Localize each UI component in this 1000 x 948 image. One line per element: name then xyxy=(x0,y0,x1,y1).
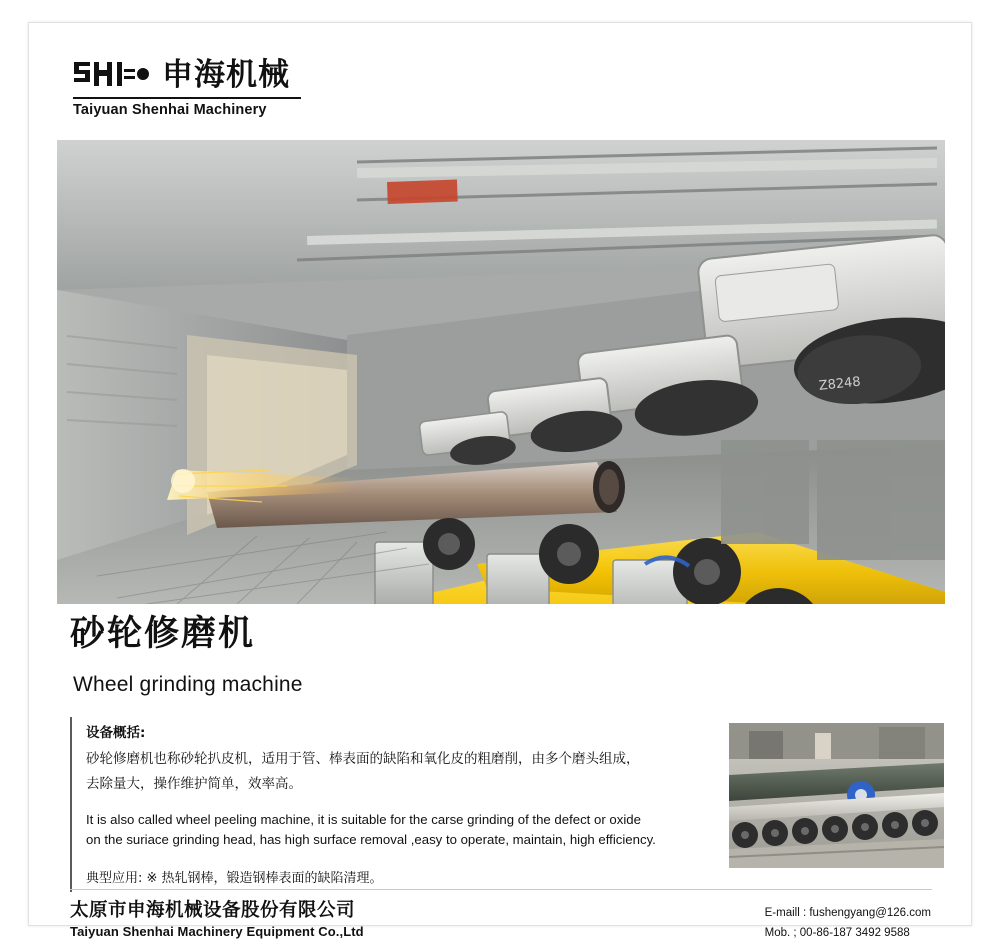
contact-mobile: Mob. ; 00-86-187 3492 9588 xyxy=(764,927,910,940)
brand-header xyxy=(72,56,301,118)
company-name-en: Taiyuan Shenhai Machinery Equipment Co.,Ltd xyxy=(70,924,364,940)
description-cn-line-1: 砂轮修磨机也称砂轮扒皮机，适用于管、棒表面的缺陷和氧化皮的粗磨削，由多个磨头组成， xyxy=(86,751,640,767)
detail-image xyxy=(729,723,944,868)
description-en-line-2: on the suriace grinding head, has high surface removal ,easy to operate, maintain, high efficiency. xyxy=(86,832,656,848)
footer-divider xyxy=(70,889,932,890)
hero-image xyxy=(57,140,945,604)
description-en-line-1: It is also called wheel peeling machine, it is suitable for the carse grinding of the defect or oxide xyxy=(86,811,641,827)
company-name-cn: 太原市申海机械设备股份有限公司 xyxy=(70,900,356,921)
description-cn-line-2: 去除量大，操作维护简单，效率高。 xyxy=(86,775,302,792)
footer-contact xyxy=(765,903,931,943)
footer-company xyxy=(70,899,364,939)
brand-name-en: Taiyuan Shenhai Machinery xyxy=(73,102,267,118)
sh-monogram-logo-icon xyxy=(72,56,152,92)
brand-divider xyxy=(73,97,301,99)
page-title-en: Wheel grinding machine xyxy=(73,673,303,696)
document-sheet xyxy=(28,22,972,940)
typical-application: 典型应用: ※ 热轧钢棒，锻造钢棒表面的缺陷清理。 xyxy=(86,870,383,886)
description-block xyxy=(70,717,690,892)
page-title-cn: 砂轮修磨机 xyxy=(70,614,256,654)
svg-text:Z8248: Z8248 xyxy=(818,374,862,394)
brand-name-cn: 申海机械 xyxy=(162,57,290,93)
description-heading: 设备概括: xyxy=(86,725,146,741)
contact-email: E-maill : fushengyang@126.com xyxy=(764,907,931,919)
logo-row xyxy=(72,56,301,92)
